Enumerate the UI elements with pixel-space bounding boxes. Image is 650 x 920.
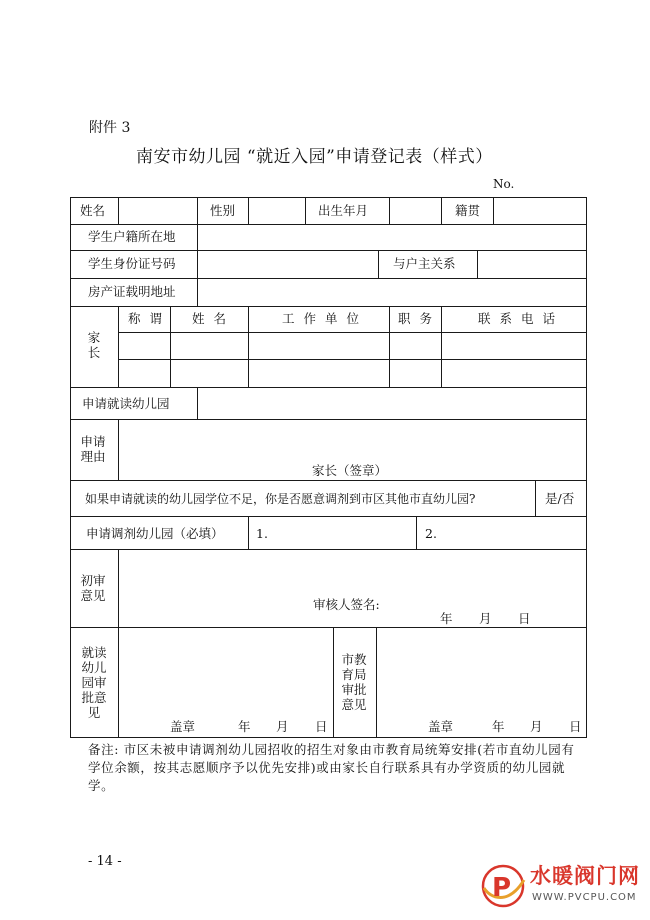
relation-field[interactable] <box>478 251 585 277</box>
review-date-month: 月 <box>479 611 492 626</box>
initial-review-field[interactable] <box>119 550 585 626</box>
name-label: 姓名 <box>80 203 106 218</box>
relation-label: 与户主关系 <box>393 256 456 271</box>
parent-col-employer: 工作单位 <box>282 311 369 326</box>
kindergarten-approval-label: 就读幼儿园审批意见 <box>81 645 107 720</box>
transfer-question: 如果申请就读的幼儿园学位不足，你是否愿意调剂到市区其他市直幼儿园? <box>85 492 476 506</box>
apply-kindergarten-field[interactable] <box>198 388 585 418</box>
reason-label: 申请理由 <box>80 434 106 464</box>
parent-label: 家长 <box>87 330 101 360</box>
birth-field[interactable] <box>390 198 440 224</box>
gender-field[interactable] <box>249 198 304 224</box>
name-field[interactable] <box>119 198 196 224</box>
parent-col-name: 姓名 <box>192 311 236 326</box>
form-title: 南安市幼儿园 “就近入园”申请登记表（样式） <box>136 147 493 167</box>
watermark-brand: 水暖阀门网 <box>530 864 640 888</box>
edu-date-month: 月 <box>530 719 543 734</box>
edu-bureau-approval-field[interactable] <box>377 628 585 736</box>
kg-date-month: 月 <box>276 719 289 734</box>
hukou-label: 学生户籍所在地 <box>88 229 176 244</box>
initial-review-label: 初审意见 <box>80 573 106 603</box>
watermark-logo-letter: P <box>492 873 512 903</box>
review-date-day: 日 <box>518 611 531 626</box>
watermark-url: WWW.PVCPU.COM <box>532 892 637 903</box>
origin-field[interactable] <box>494 198 585 224</box>
kg-date-year: 年 <box>238 719 251 734</box>
kg-seal-label: 盖章 <box>170 719 196 734</box>
yes-no-choice[interactable]: 是/否 <box>545 491 575 506</box>
edu-bureau-approval-label: 市教育局审批意见 <box>341 652 367 712</box>
edu-date-day: 日 <box>569 719 582 734</box>
reviewer-signature-label: 审核人签名: <box>313 597 380 612</box>
id-number-field[interactable] <box>198 251 377 277</box>
attachment-label: 附件 3 <box>89 120 131 136</box>
serial-number-label: No. <box>493 177 515 191</box>
transfer-option-2[interactable]: 2. <box>425 526 437 541</box>
parent-col-phone: 联系电话 <box>478 311 565 326</box>
parent-col-position: 职务 <box>398 311 442 326</box>
apply-kindergarten-label: 申请就读幼儿园 <box>82 396 170 411</box>
property-address-field[interactable] <box>198 279 585 305</box>
gender-label: 性别 <box>210 203 236 218</box>
watermark-logo-icon <box>478 858 528 910</box>
transfer-option-1[interactable]: 1. <box>256 526 268 541</box>
review-date-year: 年 <box>440 611 453 626</box>
edu-seal-label: 盖章 <box>428 719 454 734</box>
transfer-kindergarten-label: 申请调剂幼儿园（必填） <box>86 526 224 541</box>
kindergarten-approval-field[interactable] <box>119 628 332 736</box>
birth-label: 出生年月 <box>318 203 369 218</box>
id-number-label: 学生身份证号码 <box>88 256 176 271</box>
edu-date-year: 年 <box>492 719 505 734</box>
footnote: 备注: 市区未被申请调剂幼儿园招收的招生对象由市教育局统筹安排(若市直幼儿园有学位余额，按其志愿顺序予以优先安排)或由家长自行联系具有办学资质的幼儿园就学。 <box>88 742 575 793</box>
parent-signature-label: 家长（签章） <box>312 463 388 478</box>
kg-date-day: 日 <box>315 719 328 734</box>
hukou-field[interactable] <box>198 225 585 249</box>
parent-col-title: 称谓 <box>128 311 172 326</box>
page-number: - 14 - <box>88 854 122 869</box>
watermark <box>478 858 646 914</box>
origin-label: 籍贯 <box>455 203 481 218</box>
property-address-label: 房产证载明地址 <box>88 284 176 299</box>
